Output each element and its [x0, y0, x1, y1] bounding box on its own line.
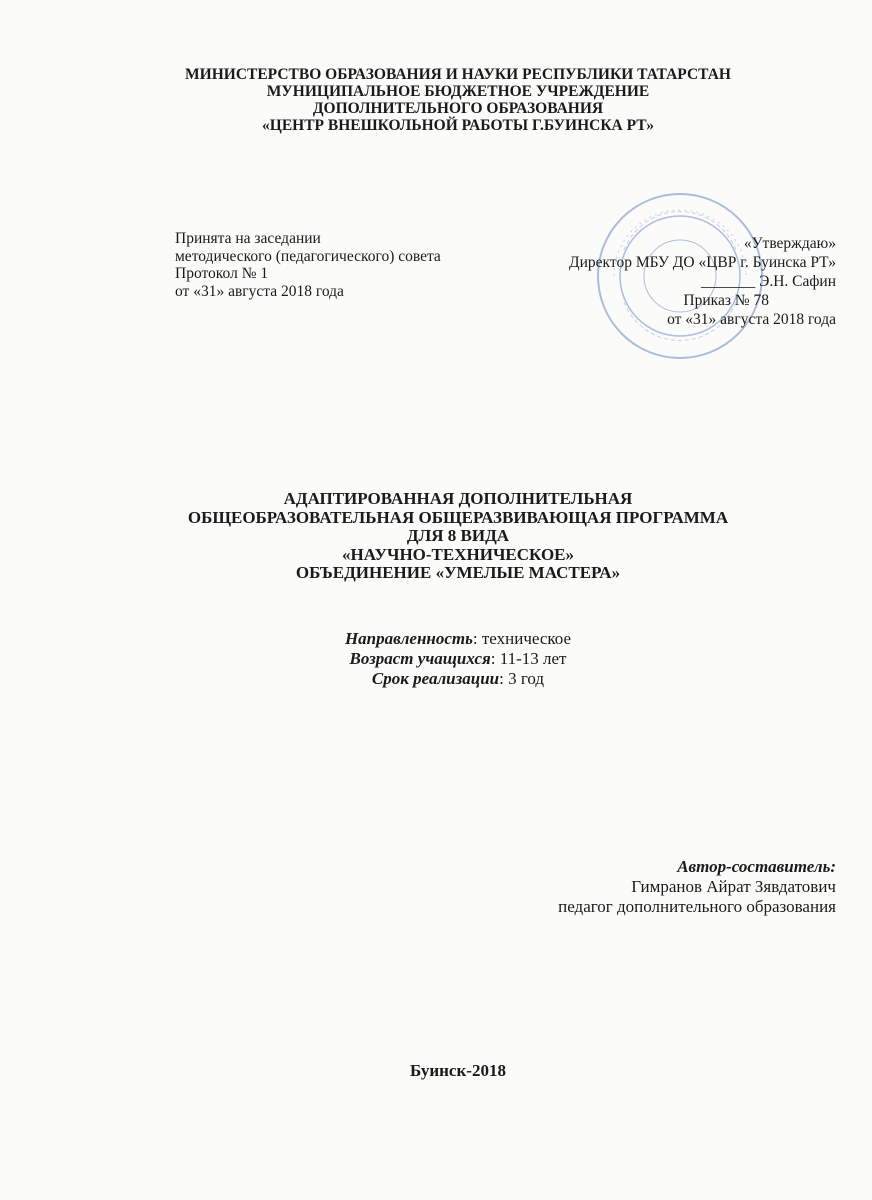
- meta-direction-label: Направленность: [344, 629, 473, 648]
- accepted-block: [175, 230, 441, 300]
- header-line-institution-type: МУНИЦИПАЛЬНОЕ БЮДЖЕТНОЕ УЧРЕЖДЕНИЕ: [266, 83, 650, 100]
- program-title: [100, 490, 816, 583]
- accepted-line-meeting: Принята на заседании: [175, 230, 321, 247]
- author-block: [558, 857, 836, 917]
- approved-line-director: Директор МБУ ДО «ЦВР г. Буинска РТ»: [569, 254, 836, 271]
- author-label: Автор-составитель:: [677, 857, 836, 876]
- title-line-2: ОБЩЕОБРАЗОВАТЕЛЬНАЯ ОБЩЕРАЗВИВАЮЩАЯ ПРОГРАММА: [187, 507, 729, 527]
- approved-block: [569, 234, 836, 329]
- approved-line-date: от «31» августа 2018 года: [667, 311, 836, 328]
- institution-header: [100, 66, 816, 134]
- meta-direction-value: : техническое: [472, 629, 572, 648]
- title-line-3: ДЛЯ 8 ВИДА: [406, 526, 510, 545]
- title-line-5: ОБЪЕДИНЕНИЕ «УМЕЛЫЕ МАСТЕРА»: [295, 563, 621, 582]
- header-line-ministry: МИНИСТЕРСТВО ОБРАЗОВАНИЯ И НАУКИ РЕСПУБЛИКИ ТАТАРСТАН: [185, 66, 731, 83]
- meta-direction: [100, 629, 816, 649]
- author-position: педагог дополнительного образования: [558, 897, 836, 916]
- approved-line-signature: _______ Э.Н. Сафин: [700, 273, 836, 290]
- author-name: Гимранов Айрат Зявдатович: [631, 877, 836, 896]
- city-year: Буинск-2018: [410, 1061, 506, 1080]
- meta-term: [100, 669, 816, 689]
- meta-term-value: : 3 год: [499, 669, 545, 688]
- accepted-line-protocol: Протокол № 1: [175, 265, 269, 282]
- meta-term-label: Срок реализации: [371, 669, 500, 688]
- accepted-line-date: от «31» августа 2018 года: [175, 282, 344, 300]
- meta-age: [100, 649, 816, 669]
- meta-age-label: Возраст учащихся: [349, 649, 491, 668]
- header-line-center-name: «ЦЕНТР ВНЕШКОЛЬНОЙ РАБОТЫ Г.БУИНСКА РТ»: [262, 117, 654, 134]
- meta-age-value: : 11-13 лет: [490, 649, 567, 668]
- title-line-4: «НАУЧНО-ТЕХНИЧЕСКОЕ»: [341, 544, 575, 564]
- program-meta: [100, 629, 816, 689]
- title-line-1: АДАПТИРОВАННАЯ ДОПОЛНИТЕЛЬНАЯ: [283, 489, 633, 508]
- accepted-line-council: методического (педагогического) совета: [175, 247, 441, 265]
- approved-line-order: Приказ № 78: [683, 292, 769, 309]
- header-line-education: ДОПОЛНИТЕЛЬНОГО ОБРАЗОВАНИЯ: [312, 100, 604, 117]
- approved-line-approve: «Утверждаю»: [743, 235, 836, 252]
